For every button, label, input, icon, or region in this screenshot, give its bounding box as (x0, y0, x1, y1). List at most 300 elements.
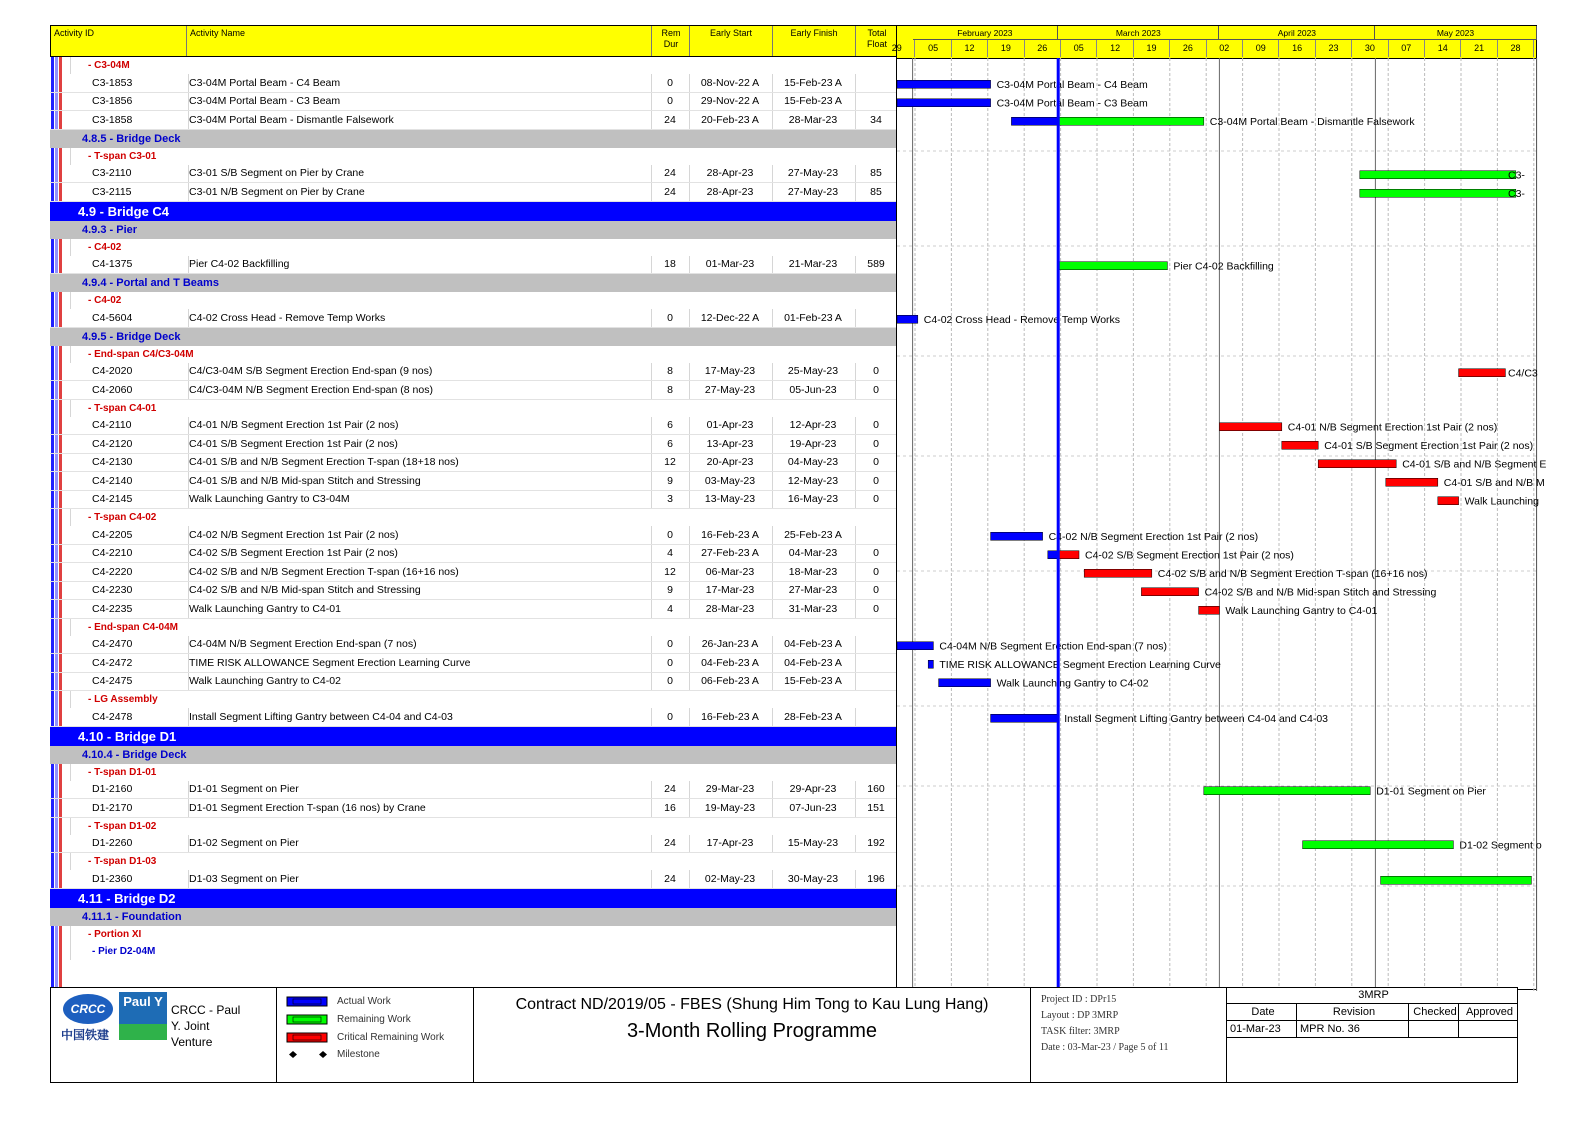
week-label: 14 (1425, 40, 1461, 57)
activity-id: C4-2145 (92, 493, 133, 506)
wbs-label: 4.8.5 - Bridge Deck (82, 132, 181, 145)
activity-id: C4-2060 (92, 383, 133, 396)
col-rem-dur[interactable]: Rem Dur (661, 28, 681, 49)
early-finish: 28-Mar-23 (788, 113, 838, 126)
activity-name: C4-02 S/B and N/B Mid-span Stitch and Stressing (189, 584, 421, 597)
activity-name: C4-02 Cross Head - Remove Temp Works (189, 311, 386, 324)
week-label: 23 (1316, 40, 1352, 57)
early-start: 17-May-23 (704, 365, 756, 378)
week-label: 12 (952, 40, 988, 57)
critical-work-bar[interactable] (1318, 460, 1396, 468)
activity-name: C4-02 N/B Segment Erection 1st Pair (2 nos) (189, 528, 399, 541)
early-start: 28-Mar-23 (705, 602, 755, 615)
activity-id: C4-1375 (92, 258, 133, 271)
remaining-work-bar[interactable] (1381, 876, 1532, 884)
wbs-band-wbs1[interactable] (50, 727, 907, 746)
remaining-work-symbol (287, 1015, 327, 1024)
wbs-band-wbs1[interactable] (50, 889, 907, 908)
actual-work-bar[interactable] (928, 660, 933, 668)
wbs-label: - T-span D1-01 (88, 766, 157, 778)
early-finish: 18-Mar-23 (788, 565, 838, 578)
wbs-band-wbs3[interactable] (50, 148, 907, 165)
activity-row[interactable] (50, 111, 907, 130)
activity-id: C3-1853 (92, 76, 133, 89)
bar-label: Pier C4-02 Backfilling (1173, 260, 1274, 273)
paul-y-logo: Paul Y (119, 992, 167, 1040)
activity-row[interactable] (50, 563, 907, 582)
remaining-work-bar[interactable] (1303, 841, 1454, 849)
early-finish: 19-Apr-23 (789, 437, 837, 450)
early-start: 20-Apr-23 (706, 456, 754, 469)
total-float: 0 (873, 365, 879, 378)
activity-id: C4-2120 (92, 437, 133, 450)
bar-label: C3- (1508, 187, 1525, 200)
bar-label: C4-01 S/B Segment Erection 1st Pair (2 nos) (1324, 439, 1534, 452)
wbs-band-wbs3[interactable] (50, 346, 907, 363)
activity-name: Walk Launching Gantry to C3-04M (189, 493, 350, 506)
activity-id: C4-2130 (92, 456, 133, 469)
wbs-label: - C4-02 (88, 295, 122, 306)
total-float: 151 (867, 801, 885, 814)
total-float (856, 636, 896, 654)
activity-name: C4-04M N/B Segment Erection End-span (7 nos) (189, 638, 417, 651)
week-label: 12 (1097, 40, 1133, 57)
activity-id: C3-2115 (92, 185, 132, 198)
activity-name: C4/C3-04M N/B Segment Erection End-span (8 nos) (189, 383, 433, 396)
rem-dur: 24 (664, 837, 676, 850)
remaining-work-bar[interactable] (1360, 189, 1516, 197)
bar-label: D1-02 Segment o (1459, 839, 1542, 852)
activity-id: C4-2140 (92, 474, 133, 487)
bar-label: Install Segment Lifting Gantry between C4-04 and C4-03 (1064, 712, 1329, 725)
activity-row[interactable] (50, 417, 907, 436)
project-info (1031, 988, 1227, 1082)
wbs-band-wbs4[interactable] (50, 943, 907, 960)
week-label: 30 (1352, 40, 1388, 57)
wbs-band-wbs2[interactable] (50, 274, 907, 292)
early-finish: 12-May-23 (787, 474, 839, 487)
total-float: 192 (867, 837, 885, 850)
critical-work-bar[interactable] (1219, 423, 1281, 431)
activity-id: C4-2475 (92, 675, 133, 688)
activity-row[interactable] (50, 363, 907, 382)
critical-work-bar[interactable] (1438, 497, 1459, 505)
wbs-band-wbs2[interactable] (50, 221, 907, 239)
actual-work-bar[interactable] (897, 315, 918, 323)
bar-label: C4-02 S/B and N/B Mid-span Stitch and Stressing (1204, 586, 1437, 599)
rem-dur: 4 (667, 602, 673, 615)
total-float: 0 (873, 602, 879, 615)
early-finish: 25-May-23 (787, 365, 839, 378)
rem-dur: 24 (664, 167, 676, 180)
wbs-band-wbs3[interactable] (50, 691, 907, 708)
bar-label: TIME RISK ALLOWANCE Segment Erection Learning Curve (939, 658, 1221, 671)
title-block-main (474, 988, 1031, 1082)
total-float (856, 526, 896, 544)
rem-dur: 0 (667, 638, 673, 651)
early-finish: 12-Apr-23 (789, 419, 837, 432)
wbs-label: - T-span D1-03 (88, 856, 157, 867)
rem-dur: 0 (667, 675, 673, 688)
critical-work-bar[interactable] (1459, 369, 1506, 377)
total-float: 0 (873, 474, 879, 487)
activity-id: D1-2170 (92, 801, 133, 814)
total-float (856, 654, 896, 672)
activity-id: C3-1858 (92, 113, 133, 126)
activity-row[interactable] (50, 708, 907, 727)
early-finish: 16-May-23 (787, 493, 839, 506)
activity-id: C3-1856 (92, 95, 133, 108)
month-label: March 2023 (1058, 26, 1219, 40)
early-finish: 07-Jun-23 (789, 801, 837, 814)
activity-name: C3-04M Portal Beam - Dismantle Falsework (189, 113, 394, 126)
total-float (856, 673, 896, 691)
early-finish: 15-Feb-23 A (784, 95, 842, 108)
total-float (856, 708, 896, 726)
rem-dur: 18 (664, 258, 676, 271)
activity-id: C4-2020 (92, 365, 133, 378)
remaining-work-bar[interactable] (1204, 787, 1370, 795)
early-finish: 31-Mar-23 (788, 602, 838, 615)
activity-id: C4-2230 (92, 584, 133, 597)
activity-name: D1-01 Segment on Pier (189, 783, 299, 796)
activity-row[interactable] (50, 491, 907, 510)
logo-block (51, 988, 277, 1082)
project-id: Project ID : DPr15 (1041, 994, 1117, 1005)
early-start: 27-Feb-23 A (701, 547, 759, 560)
critical-work-bar[interactable] (1199, 606, 1220, 614)
activity-id: C4-2205 (92, 528, 133, 541)
rem-dur: 9 (667, 474, 673, 487)
activity-name: C4/C3-04M S/B Segment Erection End-span (9 nos) (189, 365, 433, 378)
early-finish: 15-Feb-23 A (784, 76, 842, 89)
total-float: 85 (870, 167, 882, 180)
activity-id: C4-2110 (92, 419, 132, 432)
wbs-band-wbs3[interactable] (50, 400, 907, 417)
activity-id: D1-2360 (92, 872, 133, 885)
activity-name: C4-02 S/B and N/B Segment Erection T-span (16+16 nos) (189, 565, 459, 578)
early-finish: 27-May-23 (787, 167, 839, 180)
legend-milestone: Milestone (287, 1049, 380, 1060)
wbs-band-wbs2[interactable] (50, 746, 907, 764)
rem-dur: 12 (664, 565, 676, 578)
bar-label: C3- (1508, 169, 1525, 182)
activity-id: C4-2220 (92, 565, 133, 578)
layout-name: Layout : DP 3MRP (1041, 1010, 1119, 1021)
col-activity-id[interactable]: Activity ID (54, 28, 95, 38)
week-label: 02 (1207, 40, 1243, 57)
rem-dur: 9 (667, 584, 673, 597)
critical-work-bar[interactable] (1282, 441, 1318, 449)
table-header (50, 25, 907, 57)
week-label: 16 (1279, 40, 1315, 57)
rem-dur: 8 (667, 365, 673, 378)
activity-name: C3-01 N/B Segment on Pier by Crane (189, 185, 365, 198)
activity-table (50, 25, 907, 990)
wbs-label: 4.10 - Bridge D1 (78, 728, 177, 744)
activity-id: C4-2210 (92, 547, 133, 560)
wbs-band-wbs2[interactable] (50, 328, 907, 346)
activity-row[interactable] (50, 93, 907, 112)
early-start: 29-Mar-23 (705, 783, 755, 796)
activity-name: C3-01 S/B Segment on Pier by Crane (189, 167, 365, 180)
bar-label: C3-04M Portal Beam - Dismantle Falsework (1209, 115, 1415, 128)
activity-name: TIME RISK ALLOWANCE Segment Erection Learning Curve (189, 656, 471, 669)
early-start: 20-Feb-23 A (701, 113, 759, 126)
early-finish: 01-Feb-23 A (784, 311, 842, 324)
contract-title: Contract ND/2019/05 - FBES (Shung Him Tong to Kau Lung Hang) (515, 996, 989, 1013)
activity-row[interactable] (50, 600, 907, 619)
bar-label: C4-01 S/B and N/B M (1443, 476, 1545, 489)
total-float: 0 (873, 565, 879, 578)
early-finish: 15-May-23 (787, 837, 839, 850)
activity-row[interactable] (50, 636, 907, 655)
activity-name: C4-02 S/B Segment Erection 1st Pair (2 nos) (189, 547, 398, 560)
rem-dur: 4 (667, 547, 673, 560)
total-float: 0 (873, 547, 879, 560)
activity-id: C4-2470 (92, 638, 133, 651)
remaining-work-bar[interactable] (1360, 171, 1516, 179)
activity-id: C3-2110 (92, 167, 132, 180)
wbs-band-wbs3[interactable] (50, 818, 907, 835)
early-start: 26-Jan-23 A (701, 638, 759, 651)
critical-work-bar[interactable] (1386, 478, 1438, 486)
critical-work-symbol (287, 1033, 327, 1042)
remaining-work-bar[interactable] (1058, 117, 1204, 125)
total-float: 85 (870, 185, 882, 198)
company-name: CRCC - Paul Y. Joint Venture (171, 1003, 241, 1049)
wbs-band-wbs3[interactable] (50, 853, 907, 870)
wbs-band-wbs2[interactable] (50, 908, 907, 926)
wbs-band-wbs1[interactable] (50, 202, 907, 221)
activity-row[interactable] (50, 74, 907, 93)
rev-row-revision: MPR No. 36 (1297, 1021, 1409, 1037)
wbs-band-wbs3[interactable] (50, 509, 907, 526)
rev-col-checked: Checked (1409, 1004, 1459, 1020)
programme-title: 3-Month Rolling Programme (626, 1020, 878, 1042)
actual-work-bar[interactable] (897, 80, 991, 88)
early-start: 16-Feb-23 A (701, 528, 759, 541)
rem-dur: 6 (667, 437, 673, 450)
wbs-label: - T-span C4-01 (88, 402, 157, 414)
rem-dur: 24 (664, 783, 676, 796)
wbs-band-wbs2[interactable] (50, 130, 907, 148)
early-finish: 05-Jun-23 (789, 383, 837, 396)
activity-row[interactable] (50, 381, 907, 400)
col-activity-name[interactable]: Activity Name (190, 28, 246, 38)
legend-critical: Critical Remaining Work (287, 1032, 444, 1043)
activity-row[interactable] (50, 582, 907, 601)
activity-name: C4-01 S/B and N/B Mid-span Stitch and Stressing (189, 474, 421, 487)
week-label: 21 (1461, 40, 1497, 57)
total-float: 34 (870, 113, 882, 126)
early-finish: 04-Feb-23 A (784, 656, 842, 669)
activity-row[interactable] (50, 654, 907, 673)
rev-col-date: Date (1227, 1004, 1297, 1020)
critical-work-bar[interactable] (1058, 551, 1079, 559)
early-start: 01-Apr-23 (706, 419, 754, 432)
wbs-band-wbs3[interactable] (50, 926, 907, 943)
gantt-canvas (897, 26, 1547, 991)
activity-row[interactable] (50, 870, 907, 889)
rev-row-checked (1409, 1021, 1459, 1037)
actual-work-bar[interactable] (991, 714, 1059, 722)
critical-work-bar[interactable] (1084, 569, 1152, 577)
activity-id: C4-2235 (92, 602, 133, 615)
early-start: 16-Feb-23 A (701, 710, 759, 723)
task-filter: TASK filter: 3MRP (1041, 1026, 1120, 1037)
wbs-band-wbs3[interactable] (50, 57, 907, 74)
total-float: 196 (867, 872, 885, 885)
total-float: 0 (873, 584, 879, 597)
early-start: 13-May-23 (704, 493, 756, 506)
print-date-page: Date : 03-Mar-23 / Page 5 of 11 (1041, 1042, 1169, 1053)
bar-label: D1-01 Segment on Pier (1376, 785, 1486, 798)
rev-col-approved: Approved (1465, 1006, 1514, 1018)
activity-row[interactable] (50, 183, 907, 202)
week-label: 05 (915, 40, 951, 57)
bar-label: C4-01 N/B Segment Erection 1st Pair (2 nos) (1287, 421, 1498, 434)
early-finish: 21-Mar-23 (788, 258, 838, 271)
wbs-band-wbs3[interactable] (50, 292, 907, 309)
activity-name: C3-04M Portal Beam - C3 Beam (189, 95, 341, 108)
gantt-chart (891, 25, 1547, 990)
wbs-label: - C3-04M (88, 60, 130, 71)
activity-row[interactable] (50, 545, 907, 564)
activity-row[interactable] (50, 454, 907, 473)
activity-name: Pier C4-02 Backfilling (189, 258, 290, 271)
bar-label: C4-04M N/B Segment Erection End-span (7 nos) (939, 640, 1168, 653)
wbs-label: 4.9.3 - Pier (82, 223, 138, 236)
rem-dur: 0 (667, 311, 673, 324)
early-start: 06-Feb-23 A (701, 675, 759, 688)
early-finish: 25-Feb-23 A (784, 528, 842, 541)
early-start: 03-May-23 (704, 474, 756, 487)
activity-name: D1-01 Segment Erection T-span (16 nos) by Crane (189, 801, 426, 814)
wbs-label: - Portion XI (88, 928, 142, 940)
activity-row[interactable] (50, 673, 907, 692)
rem-dur: 0 (667, 528, 673, 541)
total-float: 0 (873, 437, 879, 450)
month-label: April 2023 (1219, 26, 1375, 40)
critical-work-bar[interactable] (1141, 588, 1198, 596)
crcc-logo: CRCC (63, 994, 113, 1024)
early-finish: 27-May-23 (787, 185, 839, 198)
early-finish: 04-May-23 (787, 456, 839, 469)
wbs-label: - T-span D1-02 (88, 820, 157, 832)
actual-work-symbol (287, 997, 327, 1006)
activity-name: C4-01 N/B Segment Erection 1st Pair (2 nos) (189, 419, 399, 432)
wbs-label: 4.9.4 - Portal and T Beams (82, 277, 219, 289)
early-start: 13-Apr-23 (706, 437, 754, 450)
col-total-float[interactable]: Total Float (866, 28, 887, 49)
week-label: 28 (1498, 40, 1534, 57)
activity-id: D1-2260 (92, 837, 133, 850)
actual-work-bar[interactable] (1048, 551, 1058, 559)
early-start: 12-Dec-22 A (700, 311, 760, 324)
legend-remaining: Remaining Work (287, 1014, 411, 1025)
rem-dur: 12 (664, 456, 676, 469)
month-label: February 2023 (913, 26, 1059, 40)
early-finish: 28-Feb-23 A (784, 710, 842, 723)
activity-row[interactable] (50, 472, 907, 491)
activity-id: C4-2478 (92, 710, 133, 723)
activity-id: C4-5604 (92, 311, 133, 324)
actual-work-bar[interactable] (939, 679, 991, 687)
schedule-sheet (50, 25, 1547, 1102)
activity-row[interactable] (50, 526, 907, 545)
early-finish: 15-Feb-23 A (784, 675, 842, 688)
week-label: 09 (1243, 40, 1279, 57)
early-finish: 04-Feb-23 A (784, 638, 842, 651)
activity-row[interactable] (50, 781, 907, 800)
bar-label: C3-04M Portal Beam - C3 Beam (996, 97, 1148, 110)
activity-row[interactable] (50, 256, 907, 275)
col-early-finish[interactable]: Early Finish (790, 28, 838, 38)
actual-work-bar[interactable] (897, 642, 933, 650)
activity-row[interactable] (50, 835, 907, 854)
rem-dur: 0 (667, 656, 673, 669)
total-float: 0 (873, 456, 879, 469)
rem-dur: 24 (664, 185, 676, 198)
wbs-band-wbs3[interactable] (50, 239, 907, 256)
wbs-band-wbs3[interactable] (50, 764, 907, 781)
early-start: 02-May-23 (704, 872, 756, 885)
bar-label: Walk Launching Gantry to C4-01 (1225, 604, 1378, 617)
early-finish: 04-Mar-23 (788, 547, 838, 560)
activity-name: Walk Launching Gantry to C4-02 (189, 675, 341, 688)
activity-name: Walk Launching Gantry to C4-01 (189, 602, 341, 615)
week-label: 19 (988, 40, 1024, 57)
remaining-work-bar[interactable] (1058, 262, 1167, 270)
total-float: 160 (867, 783, 885, 796)
col-early-start[interactable]: Early Start (709, 28, 752, 38)
early-start: 08-Nov-22 A (700, 76, 760, 89)
rem-dur: 0 (667, 710, 673, 723)
early-finish: 27-Mar-23 (788, 584, 838, 597)
bar-label: C4-01 S/B and N/B Segment E (1402, 458, 1547, 471)
wbs-label: - End-span C4-04M (88, 621, 179, 633)
week-label: 19 (1134, 40, 1170, 57)
bar-label: C4-02 Cross Head - Remove Temp Works (923, 313, 1121, 326)
total-float: 589 (867, 258, 885, 271)
actual-work-bar[interactable] (991, 532, 1043, 540)
legend-actual: Actual Work (287, 996, 391, 1007)
crcc-chinese-logo: 中国铁建 (61, 1028, 110, 1042)
bar-label: C4-02 N/B Segment Erection 1st Pair (2 nos) (1048, 530, 1259, 543)
revision-table (1227, 988, 1517, 1082)
wbs-label: - LG Assembly (88, 694, 158, 705)
activity-name: C3-04M Portal Beam - C4 Beam (189, 76, 341, 89)
total-float (856, 309, 896, 327)
legend-block (277, 988, 474, 1082)
activity-row[interactable] (50, 799, 907, 818)
total-float (856, 74, 896, 92)
activity-row[interactable] (50, 309, 907, 328)
bar-label: Walk Launching Gantry to C4-02 (996, 677, 1149, 690)
wbs-label: 4.11 - Bridge D2 (78, 890, 176, 906)
activity-row[interactable] (50, 435, 907, 454)
early-start: 17-Apr-23 (706, 837, 754, 850)
wbs-band-wbs3[interactable] (50, 619, 907, 636)
activity-row[interactable] (50, 165, 907, 184)
activity-id: D1-2160 (92, 783, 133, 796)
rem-dur: 24 (664, 872, 676, 885)
actual-work-bar[interactable] (1011, 117, 1058, 125)
actual-work-bar[interactable] (897, 99, 991, 107)
rem-dur: 3 (667, 493, 673, 506)
early-start: 04-Feb-23 A (701, 656, 759, 669)
